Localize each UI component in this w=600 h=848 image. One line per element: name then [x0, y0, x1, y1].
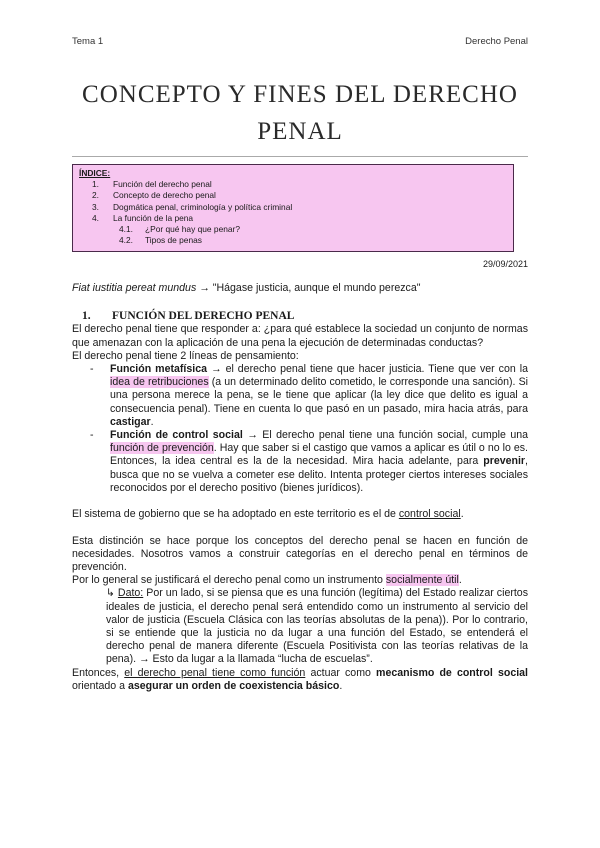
paragraph: Por lo general se justificará el derecho penal como un instrumento socialmente útil.: [72, 574, 462, 587]
highlight: socialmente útil: [385, 574, 459, 587]
index-box: [72, 164, 514, 252]
highlight: idea de retribuciones: [110, 376, 209, 389]
index-item: 1. Función del derecho penal: [92, 179, 212, 190]
header-topic: Tema 1: [72, 36, 104, 47]
index-subitem: 4.2. Tipos de penas: [119, 235, 202, 246]
paragraph: El derecho penal tiene que responder a: ¿para qué establece la sociedad un conjunto de normas que amenazan con la aplicación de una pena la ejecución de determinadas conductas?: [72, 323, 528, 349]
page-title: CONCEPTO Y FINES DEL DERECHO PENAL: [82, 81, 518, 145]
highlight: función de prevención: [110, 442, 214, 455]
document-date: 29/09/2021: [482, 259, 528, 269]
paragraph: Entonces, el derecho penal tiene como función actuar como mecanismo de control social orientado a asegurar un orden de coexistencia básico.: [72, 666, 528, 692]
paragraph: El sistema de gobierno que se ha adoptado en este territorio es el de control social.: [72, 508, 464, 521]
document-body: [72, 282, 528, 693]
return-arrow-icon: ↳: [106, 587, 118, 600]
index-item: 2. Concepto de derecho penal: [92, 190, 216, 201]
header-subject: Derecho Penal: [465, 36, 528, 47]
title-divider: [72, 156, 528, 157]
paragraph: Esta distinción se hace porque los conceptos del derecho penal se hacen en función de necesidades. Nosotros vamos a construir categorías en el derecho penal en términos de prevención.: [72, 534, 528, 574]
epigraph-quote: Fiat iustitia pereat mundus → "Hágase justicia, aunque el mundo perezca": [72, 282, 421, 294]
index-title: ÍNDICE:: [79, 168, 111, 178]
note-paragraph: ↳ Dato: Por un lado, si se piensa que es una función (legítima) del Estado realizar ciertos ideales de justicia, el derecho penal será entendido como un instrumento al servicio del valor de justicia (Escuela Clásica con las teorías absolutas de la pena)). Por lo contrario, si se entiende que la justicia no da lugar a una función del Estado, se entenderá el derecho penal de manera diferente (Escuela Positivista con las teorías relativas de la pena). → Esto da lugar a la llamada “lucha de escuelas”.: [106, 587, 528, 666]
index-item: 3. Dogmática penal, criminología y política criminal: [92, 201, 293, 212]
section-heading: 1. FUNCIÓN DEL DERECHO PENAL: [82, 310, 295, 323]
index-subitem: 4.1. ¿Por qué hay que penar?: [119, 224, 240, 235]
index-item: 4. La función de la pena: [92, 212, 194, 223]
bullet-item: - Función de control social → El derecho penal tiene una función social, cumple una función de prevención. Hay que saber si el castigo que vamos a aplicar es útil o no lo es. Entonces, la idea central es la de la necesidad. Mira hacia adelante, para prevenir, busca que no se vuelva a cometer ese delito. Intenta proteger ciertos intereses sociales reconocidos por el derecho positivo (bienes jurídicos).: [90, 429, 529, 494]
paragraph: El derecho penal tiene 2 líneas de pensamiento:: [72, 349, 299, 362]
bullet-item: - Función metafísica → el derecho penal tiene que hacer justicia. Tiene que ver con la idea de retribuciones (a un determinado delito cometido, le corresponde una sanción). Si una persona merece la pena, se le tiene que aplicar (la ley dice que delito es igual a consecuencia penal). Tiene en cuenta lo que pasó en un pasado, mira hacia atrás, para castigar.: [90, 363, 528, 428]
